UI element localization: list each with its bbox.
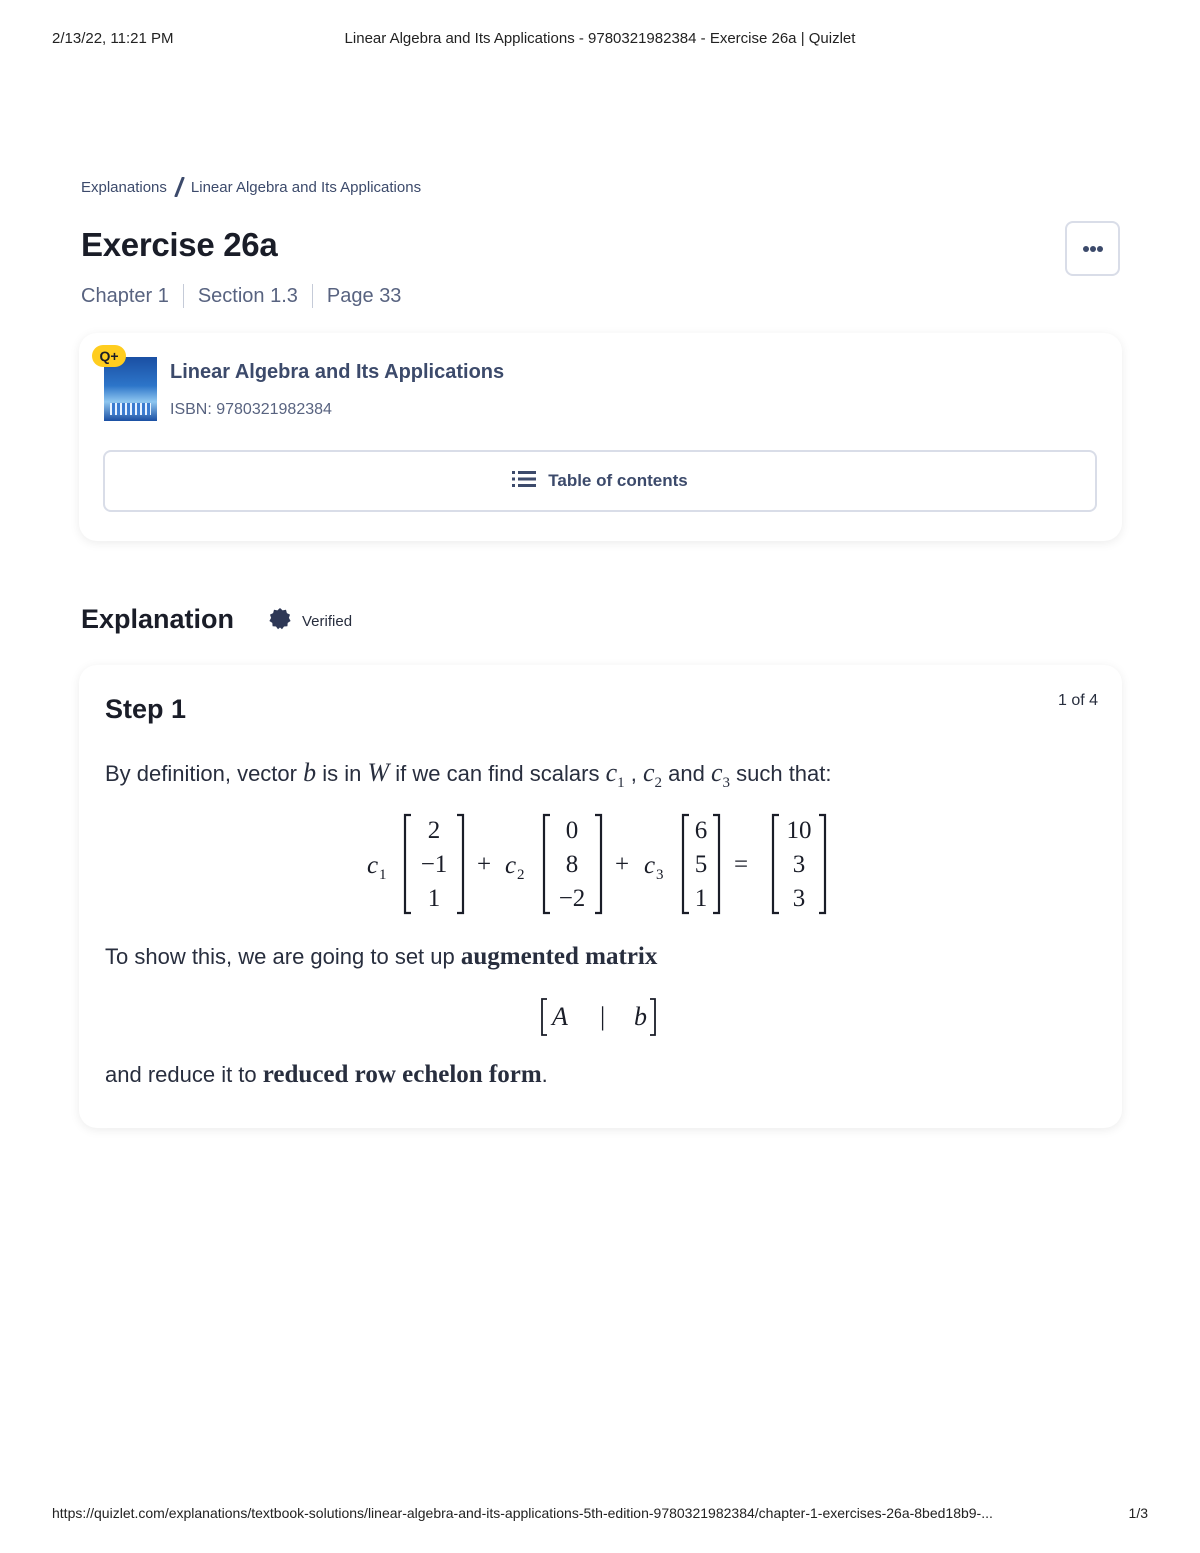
v3-entry-1: 6 (694, 817, 708, 844)
step-intro-text: By definition, vector b is in W if we can find scalars $c_1$ , $c_2$ and $c_3$ such that: (105, 758, 832, 792)
explanation-heading: Explanation (81, 604, 235, 634)
section-link[interactable]: Section 1.3 (197, 284, 298, 307)
vector-equation (359, 810, 839, 920)
book-title[interactable]: Linear Algebra and Its Applications (170, 361, 505, 383)
verified-label: Verified (302, 612, 353, 630)
list-icon (512, 470, 536, 493)
svg-text:+: + (477, 851, 492, 878)
svg-text:c: c (367, 852, 379, 879)
step-title: Step 1 (105, 694, 187, 724)
svg-text:c: c (644, 852, 656, 879)
v3-entry-2: 5 (694, 851, 708, 878)
slash-icon (173, 177, 185, 197)
textbook-card (79, 333, 1122, 541)
rhs-entry-1: 10 (786, 817, 812, 844)
v1-entry-2: −1 (420, 851, 448, 878)
table-of-contents-button[interactable] (103, 450, 1097, 512)
svg-text:2: 2 (517, 867, 525, 883)
print-page-title: Linear Algebra and Its Applications - 9780321982384 - Exercise 26a | Quizlet (344, 30, 856, 47)
print-date: 2/13/22, 11:21 PM (52, 30, 174, 47)
rhs-entry-2: 3 (792, 851, 806, 878)
augmented-matrix-text: To show this, we are going to set up augmented matrix (105, 943, 658, 970)
v1-entry-3: 1 (427, 885, 441, 912)
chapter-link[interactable]: Chapter 1 (81, 284, 169, 307)
page-number: Page 33 (326, 284, 402, 307)
exercise-meta (81, 284, 401, 308)
breadcrumb-item-explanations[interactable]: Explanations (81, 178, 167, 196)
book-isbn: ISBN: 9780321982384 (170, 401, 332, 418)
v1-entry-1: 2 (427, 817, 441, 844)
print-footer (0, 1505, 1200, 1525)
more-options-button[interactable] (1065, 221, 1120, 276)
print-url: https://quizlet.com/explanations/textbook-solutions/linear-algebra-and-its-applications-5th-edition-9780321982384/chapter-1-exercises-26a-8bed18b9-... (52, 1505, 993, 1521)
verified-seal-icon (268, 607, 292, 635)
table-of-contents-label: Table of contents (548, 471, 688, 490)
meta-divider (312, 284, 313, 308)
page-title: Exercise 26a (81, 226, 278, 263)
step-card (79, 665, 1122, 1128)
step-counter: 1 of 4 (1057, 692, 1098, 709)
quizlet-plus-badge: Q+ (92, 345, 126, 367)
svg-text:c: c (505, 852, 517, 879)
svg-text:=: = (734, 851, 749, 878)
verified-badge (268, 607, 352, 635)
breadcrumb (81, 177, 421, 197)
svg-text:A: A (552, 1002, 568, 1031)
v2-entry-3: −2 (558, 885, 586, 912)
v2-entry-1: 0 (565, 817, 579, 844)
reduce-instruction-text: and reduce it to reduced row echelon form. (105, 1061, 548, 1088)
rhs-entry-3: 3 (792, 885, 806, 912)
svg-text:+: + (615, 851, 630, 878)
print-header (0, 30, 1200, 50)
svg-text:|: | (600, 1002, 606, 1031)
svg-text:3: 3 (656, 867, 664, 883)
ellipsis-icon (1082, 240, 1104, 258)
print-page-number: 1/3 (1128, 1505, 1148, 1521)
v2-entry-2: 8 (565, 851, 579, 878)
svg-text:b: b (634, 1002, 647, 1031)
breadcrumb-item-book[interactable]: Linear Algebra and Its Applications (190, 178, 422, 196)
svg-text:1: 1 (379, 867, 387, 883)
meta-divider (183, 284, 184, 308)
augmented-matrix (534, 995, 669, 1039)
v3-entry-3: 1 (694, 885, 708, 912)
